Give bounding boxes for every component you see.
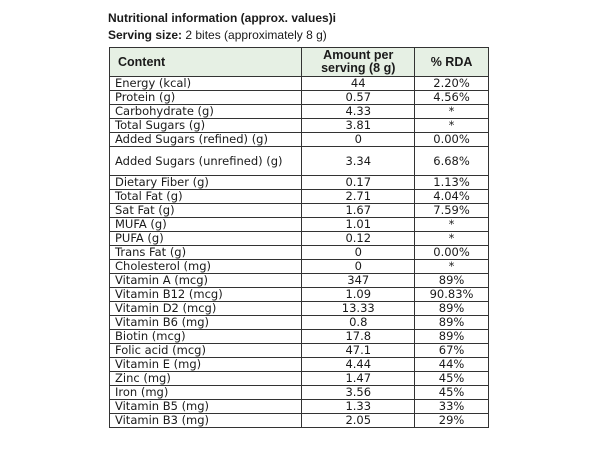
rda-percent: 7.59%: [415, 204, 489, 218]
amount-per-serving: 1.09: [302, 288, 415, 302]
nutrient-name: Added Sugars (unrefined) (g): [110, 147, 302, 176]
amount-per-serving: 1.47: [302, 372, 415, 386]
amount-per-serving: 3.56: [302, 386, 415, 400]
rda-percent: 45%: [415, 372, 489, 386]
amount-per-serving: 1.01: [302, 218, 415, 232]
table-row: [110, 119, 489, 133]
table-row: [110, 344, 489, 358]
table-header-row: [110, 48, 489, 77]
nutrient-name: Vitamin B3 (mg): [110, 414, 302, 428]
amount-per-serving: 0: [302, 246, 415, 260]
amount-per-serving: 0: [302, 260, 415, 274]
amount-per-serving: 1.33: [302, 400, 415, 414]
nutrient-name: Vitamin E (mg): [110, 358, 302, 372]
nutrient-name: Vitamin D2 (mcg): [110, 302, 302, 316]
rda-percent: 33%: [415, 400, 489, 414]
rda-percent: 1.13%: [415, 176, 489, 190]
serving-size-value: 2 bites (approximately 8 g): [182, 28, 327, 42]
table-row: [110, 218, 489, 232]
rda-percent: 4.56%: [415, 91, 489, 105]
rda-percent: 2.20%: [415, 77, 489, 91]
table-row: [110, 147, 489, 176]
rda-percent: *: [415, 260, 489, 274]
nutrient-name: Vitamin B12 (mcg): [110, 288, 302, 302]
nutrient-name: Energy (kcal): [110, 77, 302, 91]
amount-per-serving: 0.12: [302, 232, 415, 246]
rda-percent: 89%: [415, 330, 489, 344]
table-row: [110, 77, 489, 91]
header-amount: Amount per serving (8 g): [302, 48, 415, 77]
table-row: [110, 330, 489, 344]
amount-per-serving: 0.8: [302, 316, 415, 330]
rda-percent: 0.00%: [415, 246, 489, 260]
nutrient-name: Vitamin B6 (mg): [110, 316, 302, 330]
amount-per-serving: 1.67: [302, 204, 415, 218]
rda-percent: 90.83%: [415, 288, 489, 302]
amount-per-serving: 3.81: [302, 119, 415, 133]
table-row: [110, 246, 489, 260]
rda-percent: 45%: [415, 386, 489, 400]
amount-per-serving: 13.33: [302, 302, 415, 316]
amount-per-serving: 0: [302, 133, 415, 147]
amount-per-serving: 17.8: [302, 330, 415, 344]
amount-per-serving: 44: [302, 77, 415, 91]
table-row: [110, 133, 489, 147]
table-row: [110, 274, 489, 288]
nutrient-name: Total Fat (g): [110, 190, 302, 204]
nutrient-name: Vitamin B5 (mg): [110, 400, 302, 414]
nutrient-name: Total Sugars (g): [110, 119, 302, 133]
header-rda: % RDA: [415, 48, 489, 77]
nutrition-heading: Nutritional information (approx. values)i: [108, 11, 337, 25]
amount-per-serving: 0.17: [302, 176, 415, 190]
table-row: [110, 288, 489, 302]
rda-percent: 44%: [415, 358, 489, 372]
nutrient-name: Carbohydrate (g): [110, 105, 302, 119]
rda-percent: 4.04%: [415, 190, 489, 204]
table-row: [110, 232, 489, 246]
amount-per-serving: 4.33: [302, 105, 415, 119]
rda-percent: *: [415, 218, 489, 232]
nutrient-name: Cholesterol (mg): [110, 260, 302, 274]
rda-percent: 0.00%: [415, 133, 489, 147]
header-content: Content: [110, 48, 302, 77]
table-row: [110, 260, 489, 274]
nutrient-name: Dietary Fiber (g): [110, 176, 302, 190]
table-row: [110, 414, 489, 428]
table-row: [110, 302, 489, 316]
amount-per-serving: 2.05: [302, 414, 415, 428]
amount-per-serving: 347: [302, 274, 415, 288]
rda-percent: 89%: [415, 316, 489, 330]
nutrient-name: Biotin (mcg): [110, 330, 302, 344]
amount-per-serving: 0.57: [302, 91, 415, 105]
nutrition-table: [109, 47, 489, 428]
nutrient-name: Added Sugars (refined) (g): [110, 133, 302, 147]
table-row: [110, 190, 489, 204]
rda-percent: 6.68%: [415, 147, 489, 176]
nutrient-name: Folic acid (mcg): [110, 344, 302, 358]
rda-percent: 67%: [415, 344, 489, 358]
table-row: [110, 91, 489, 105]
table-row: [110, 400, 489, 414]
amount-per-serving: 2.71: [302, 190, 415, 204]
nutrient-name: Iron (mg): [110, 386, 302, 400]
amount-per-serving: 4.44: [302, 358, 415, 372]
rda-percent: *: [415, 105, 489, 119]
rda-percent: *: [415, 232, 489, 246]
serving-size: [108, 28, 327, 42]
nutrient-name: Trans Fat (g): [110, 246, 302, 260]
nutrient-name: Sat Fat (g): [110, 204, 302, 218]
rda-percent: 29%: [415, 414, 489, 428]
nutrient-name: Protein (g): [110, 91, 302, 105]
table-row: [110, 372, 489, 386]
table-row: [110, 386, 489, 400]
rda-percent: *: [415, 119, 489, 133]
table-row: [110, 204, 489, 218]
table-row: [110, 358, 489, 372]
table-row: [110, 316, 489, 330]
table-row: [110, 105, 489, 119]
rda-percent: 89%: [415, 274, 489, 288]
amount-per-serving: 47.1: [302, 344, 415, 358]
serving-size-label: Serving size:: [108, 28, 183, 42]
nutrient-name: Zinc (mg): [110, 372, 302, 386]
amount-per-serving: 3.34: [302, 147, 415, 176]
nutrient-name: PUFA (g): [110, 232, 302, 246]
table-row: [110, 176, 489, 190]
rda-percent: 89%: [415, 302, 489, 316]
nutrient-name: Vitamin A (mcg): [110, 274, 302, 288]
nutrient-name: MUFA (g): [110, 218, 302, 232]
